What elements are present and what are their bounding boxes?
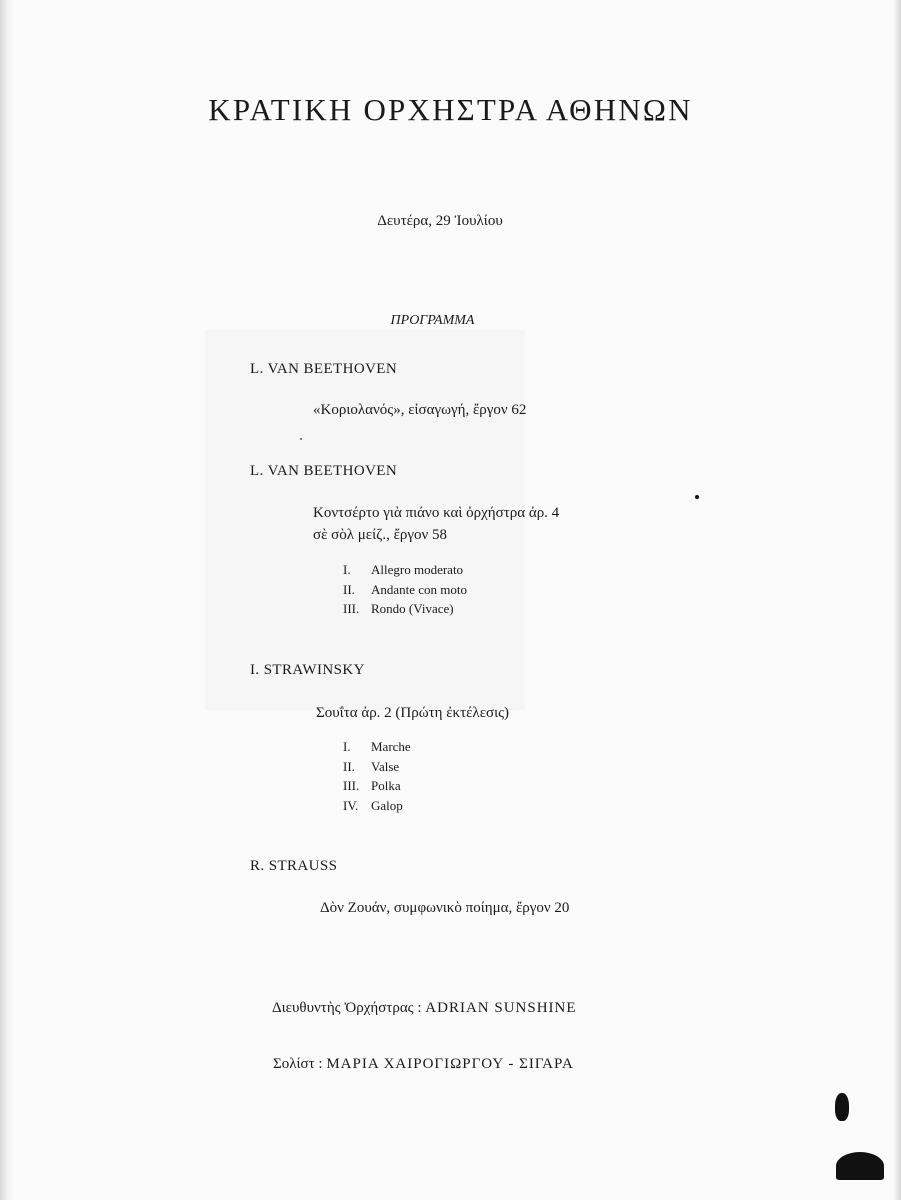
conductor-name: ADRIAN SUNSHINE (425, 1000, 577, 1016)
movement-name: Andante con moto (371, 582, 468, 597)
concert-date: Δευτέρα, 29 Ἰουλίου (377, 213, 503, 229)
movement-number: I. (343, 739, 351, 754)
movement-item (343, 739, 411, 755)
ink-speck (695, 495, 699, 499)
conductor-credit (272, 1000, 577, 1017)
movement-name: Valse (371, 759, 400, 774)
composer-name: L. VAN BEETHOVEN (250, 463, 398, 479)
movement-item (343, 759, 399, 775)
work-title-continued: σὲ σὸλ μείζ., ἔργον 58 (313, 527, 448, 543)
movement-item (343, 778, 401, 794)
soloist-label: Σολίστ : (273, 1056, 323, 1072)
movement-number: II. (343, 759, 355, 774)
movement-item (343, 601, 454, 617)
ink-blot (835, 1093, 849, 1121)
movement-number: III. (343, 601, 360, 616)
soloist-credit (273, 1056, 574, 1073)
movement-name: Rondo (Vivace) (371, 601, 454, 616)
movement-item (343, 582, 467, 598)
movement-name: Polka (371, 778, 401, 793)
page-edge-shadow-right (893, 0, 901, 1200)
movement-name: Galop (371, 798, 403, 813)
work-title: «Κοριολανός», εἰσαγωγή, ἔργον 62 (313, 402, 527, 418)
movement-item (343, 562, 463, 578)
page-tear-mark (836, 1152, 884, 1180)
composer-name: L. VAN BEETHOVEN (250, 361, 398, 377)
orchestra-title: ΚΡΑΤΙΚΗ ΟΡΧΗΣΤΡΑ ΑΘΗΝΩΝ (208, 92, 693, 127)
conductor-label: Διευθυντὴς Ὀρχήστρας : (272, 1000, 422, 1016)
movement-name: Allegro moderato (371, 562, 464, 577)
movement-number: III. (343, 778, 360, 793)
movement-name: Marche (371, 739, 411, 754)
ink-speck (300, 438, 302, 440)
movement-number: I. (343, 562, 351, 577)
program-heading: ΠΡΟΓΡΑΜΜΑ (390, 313, 475, 328)
page-edge-shadow-left (0, 0, 14, 1200)
composer-name: I. STRAWINSKY (250, 662, 365, 678)
composer-name: R. STRAUSS (250, 858, 338, 874)
work-title: Σουΐτα ἀρ. 2 (Πρώτη ἐκτέλεσις) (316, 705, 510, 721)
movement-number: II. (343, 582, 355, 597)
movement-item (343, 798, 403, 814)
work-title: Κοντσέρτο γιὰ πιάνο καὶ ὀρχήστρα ἀρ. 4 (313, 505, 560, 521)
soloist-name: ΜΑΡΙΑ ΧΑΙΡΟΓΙΩΡΓΟΥ - ΣΙΓΑΡΑ (326, 1056, 574, 1072)
movement-number: IV. (343, 798, 359, 813)
work-title: Δὸν Ζουάν, συμφωνικὸ ποίημα, ἔργον 20 (320, 900, 570, 916)
